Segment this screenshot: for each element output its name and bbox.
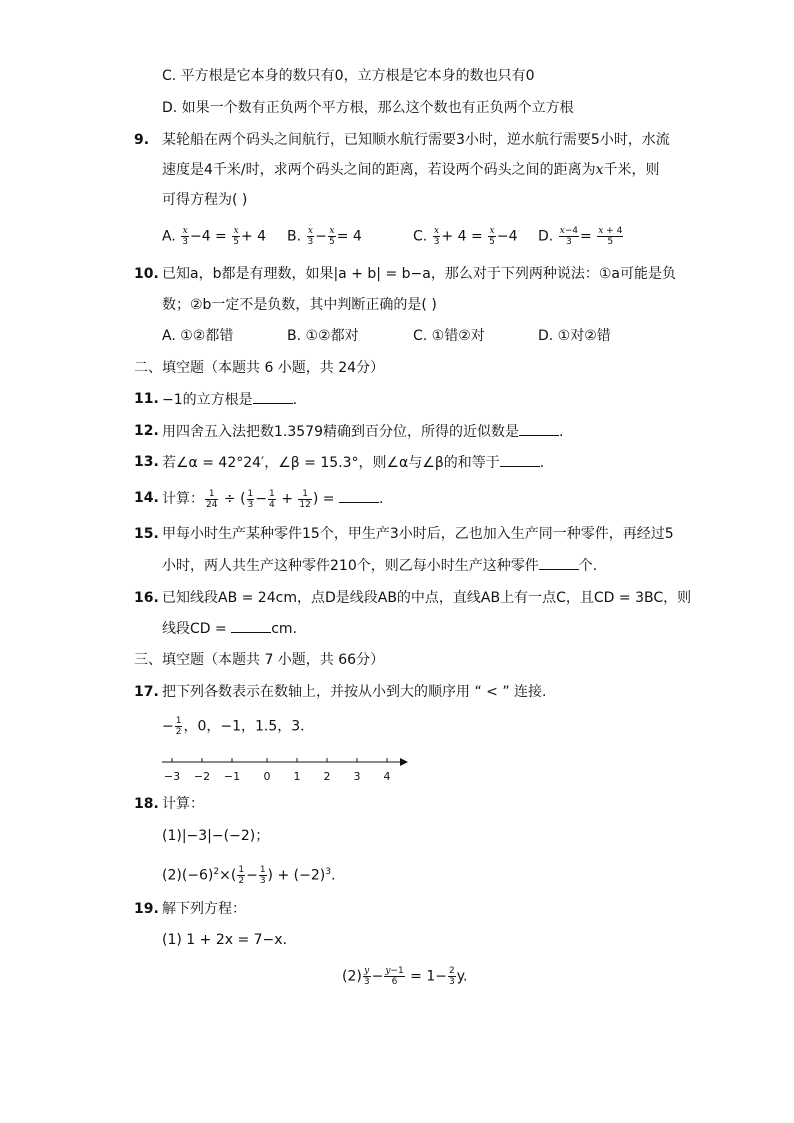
arrow-icon bbox=[400, 758, 408, 766]
q18-p2b: ×( bbox=[219, 867, 237, 884]
q17-numbers: − $\frac{1}{2}$ ，0，−1，1.5，3． bbox=[162, 716, 315, 737]
q12-text bbox=[162, 421, 563, 442]
fraction: $\frac{x}{5}$ bbox=[328, 226, 335, 247]
q16-line2 bbox=[162, 618, 297, 639]
answer-blank[interactable] bbox=[500, 452, 540, 467]
q11-end: . bbox=[292, 392, 298, 408]
fraction: $\frac{x}{3}$ bbox=[307, 226, 314, 247]
number-line-tick-label: 2 bbox=[323, 770, 331, 783]
q9-option-d: D. $\frac{x-4}{3}$ = $\frac{x + 4}{5}$ bbox=[538, 226, 623, 247]
q18-part1: (1)|−3|−(−2)； bbox=[162, 828, 270, 844]
q14-number: 14. bbox=[134, 490, 159, 506]
answer-blank[interactable] bbox=[539, 555, 579, 570]
q9-line2-text: 速度是4千米/时，求两个码头之间的距离，若设两个码头之间的距离为 bbox=[162, 162, 596, 178]
q9-option-c-label: C. bbox=[413, 228, 428, 245]
fraction: $\frac{x-4}{3}$ bbox=[559, 226, 579, 247]
q18-p2c: ) + (−2) bbox=[267, 867, 326, 884]
q10-option-c: C. ①错②对 bbox=[413, 328, 485, 344]
fraction: $\frac{1}{3}$ bbox=[247, 488, 254, 510]
answer-blank[interactable] bbox=[519, 421, 559, 436]
q19-p2c: y. bbox=[456, 968, 468, 985]
number-line-tick-label: −1 bbox=[223, 770, 241, 783]
q18-part2: $(2)(-6)^2\times$( $\frac{1}{2}$ − $\frac{1}{3}$ ) + $(-2)^3$. bbox=[162, 865, 336, 887]
q16-line1: 已知线段AB = 24cm，点D是线段AB的中点，直线AB上有一点C，且CD = 3BC，则 bbox=[162, 590, 692, 606]
fraction: $\frac{x + 4}{5}$ bbox=[598, 226, 623, 247]
q10-option-b: B. ①②都对 bbox=[287, 328, 359, 344]
q15-line2 bbox=[162, 555, 597, 576]
q9-number: 9. bbox=[134, 132, 150, 148]
q14-text: 计算： $\frac{1}{24}$ ÷ ( $\frac{1}{3}$ − $\frac{1}{4}$ + $\frac{1}{12}$ ) = . bbox=[162, 488, 384, 510]
q15-stem: 小时，两人共生产这种零件210个，则乙每小时生产这种零件 bbox=[162, 558, 539, 574]
section-2-heading: 二、填空题（本题共 6 小题，共 24分） bbox=[134, 360, 385, 376]
q18-p2a: (2)(−6) bbox=[162, 867, 214, 884]
fraction: $\frac{1}{3}$ bbox=[259, 865, 266, 887]
q9-option-a-label: A. bbox=[162, 228, 176, 245]
q19-p2b: = 1− bbox=[410, 968, 447, 985]
number-line bbox=[160, 752, 420, 784]
q9-option-a: A. $\frac{x}{3}$ −4 = $\frac{x}{5}$ + 4 bbox=[162, 226, 267, 247]
q13-stem: 若∠α = 42°24′，∠β = 15.3°，则∠α与∠β的和等于 bbox=[162, 455, 500, 471]
fraction: $\frac{1}{2}$ bbox=[175, 716, 182, 737]
q9-line3: 可得方程为( ) bbox=[162, 192, 248, 208]
q17-text: 把下列各数表示在数轴上，并按从小到大的顺序用 “ < ” 连接. bbox=[162, 684, 547, 700]
fraction: $\frac{1}{24}$ bbox=[206, 488, 218, 510]
q9-option-d-label: D. bbox=[538, 228, 554, 245]
q12-number: 12. bbox=[134, 423, 159, 439]
q9-line1: 某轮船在两个码头之间航行，已知顺水航行需要3小时，逆水航行需要5小时，水流 bbox=[162, 132, 670, 148]
q15-number: 15. bbox=[134, 526, 159, 542]
answer-blank[interactable] bbox=[253, 389, 293, 404]
q15-line1: 甲每小时生产某种零件15个，甲生产3小时后，乙也加入生产同一种零件，再经过5 bbox=[162, 526, 674, 542]
answer-blank[interactable] bbox=[339, 488, 379, 503]
q19-p2a: (2) bbox=[342, 968, 362, 985]
q11-stem: −1的立方根是 bbox=[162, 392, 253, 408]
number-line-tick-label: −2 bbox=[193, 770, 211, 783]
q10-option-a: A. ①②都错 bbox=[162, 328, 234, 344]
q9-option-b-label: B. bbox=[287, 228, 302, 245]
fraction: $\frac{x}{5}$ bbox=[233, 226, 239, 247]
q17-numbers-list: ，0，−1，1.5，3． bbox=[183, 718, 315, 735]
q8-option-c: C. 平方根是它本身的数只有0，立方根是它本身的数也只有0 bbox=[162, 68, 535, 84]
answer-blank[interactable] bbox=[231, 618, 271, 633]
fraction: $\frac{2}{3}$ bbox=[448, 966, 455, 987]
q14-end: . bbox=[378, 491, 384, 507]
q9-option-b: B. $\frac{x}{3}$ − $\frac{x}{5}$ = 4 bbox=[287, 226, 362, 247]
q14-stem: 计算： bbox=[162, 491, 204, 507]
fraction: $\frac{x}{3}$ bbox=[433, 226, 440, 247]
fraction: $\frac{y}{3}$ bbox=[363, 966, 370, 987]
q8-option-d: D. 如果一个数有正负两个平方根，那么这个数也有正负两个立方根 bbox=[162, 100, 574, 116]
q13-end: . bbox=[539, 455, 545, 471]
number-line-tick-label: 1 bbox=[293, 770, 301, 783]
q18-text: 计算： bbox=[162, 796, 204, 812]
number-line-tick-label: 0 bbox=[263, 770, 271, 783]
q9-line2 bbox=[162, 160, 660, 180]
q16-stem: 线段CD = bbox=[162, 621, 227, 637]
q17-number: 17. bbox=[134, 684, 159, 700]
q16-number: 16. bbox=[134, 590, 159, 606]
fraction: $\frac{x}{3}$ bbox=[182, 226, 188, 247]
q18-number: 18. bbox=[134, 796, 159, 812]
q16-end: cm. bbox=[271, 621, 297, 637]
number-line-tick-label: 4 bbox=[383, 770, 391, 783]
fraction: $\frac{1}{12}$ bbox=[299, 488, 311, 510]
q12-end: . bbox=[559, 424, 564, 440]
q19-text: 解下列方程： bbox=[162, 901, 246, 917]
q19-part1: (1) 1 + 2x = 7−x. bbox=[162, 932, 288, 948]
q11-number: 11. bbox=[134, 391, 159, 407]
q13-text bbox=[162, 452, 544, 473]
q19-part2: (2) $\frac{y}{3}$ − $\frac{y-1}{6}$ = 1− $\frac{2}{3}$ y. bbox=[342, 966, 468, 987]
q10-line1: 已知a，b都是有理数，如果|a + b| = b−a，那么对于下列两种说法：①a可能是负 bbox=[162, 266, 676, 282]
q15-end: 个. bbox=[578, 558, 598, 574]
number-line-tick-label: −3 bbox=[163, 770, 181, 783]
q10-number: 10. bbox=[134, 266, 159, 282]
q12-stem: 用四舍五入法把数1.3579精确到百分位，所得的近似数是 bbox=[162, 424, 519, 440]
q11-text bbox=[162, 389, 297, 410]
q13-number: 13. bbox=[134, 454, 159, 470]
q9-option-c: C. $\frac{x}{3}$ + 4 = $\frac{x}{5}$ −4 bbox=[413, 226, 518, 247]
q19-number: 19. bbox=[134, 901, 159, 917]
q10-line2: 数；②b一定不是负数，其中判断正确的是( ) bbox=[162, 297, 437, 313]
q10-option-d: D. ①对②错 bbox=[538, 328, 611, 344]
fraction: $\frac{y-1}{6}$ bbox=[385, 966, 404, 987]
fraction: $\frac{1}{4}$ bbox=[269, 488, 275, 510]
q9-var-x: x bbox=[595, 162, 604, 178]
fraction: $\frac{x}{5}$ bbox=[489, 226, 495, 247]
number-line-tick-label: 3 bbox=[353, 770, 361, 783]
q18-p2d: . bbox=[330, 867, 336, 884]
section-3-heading: 三、填空题（本题共 7 小题，共 66分） bbox=[134, 652, 385, 668]
fraction: $\frac{1}{2}$ bbox=[238, 865, 245, 887]
q9-line2-end: 千米，则 bbox=[603, 162, 660, 178]
